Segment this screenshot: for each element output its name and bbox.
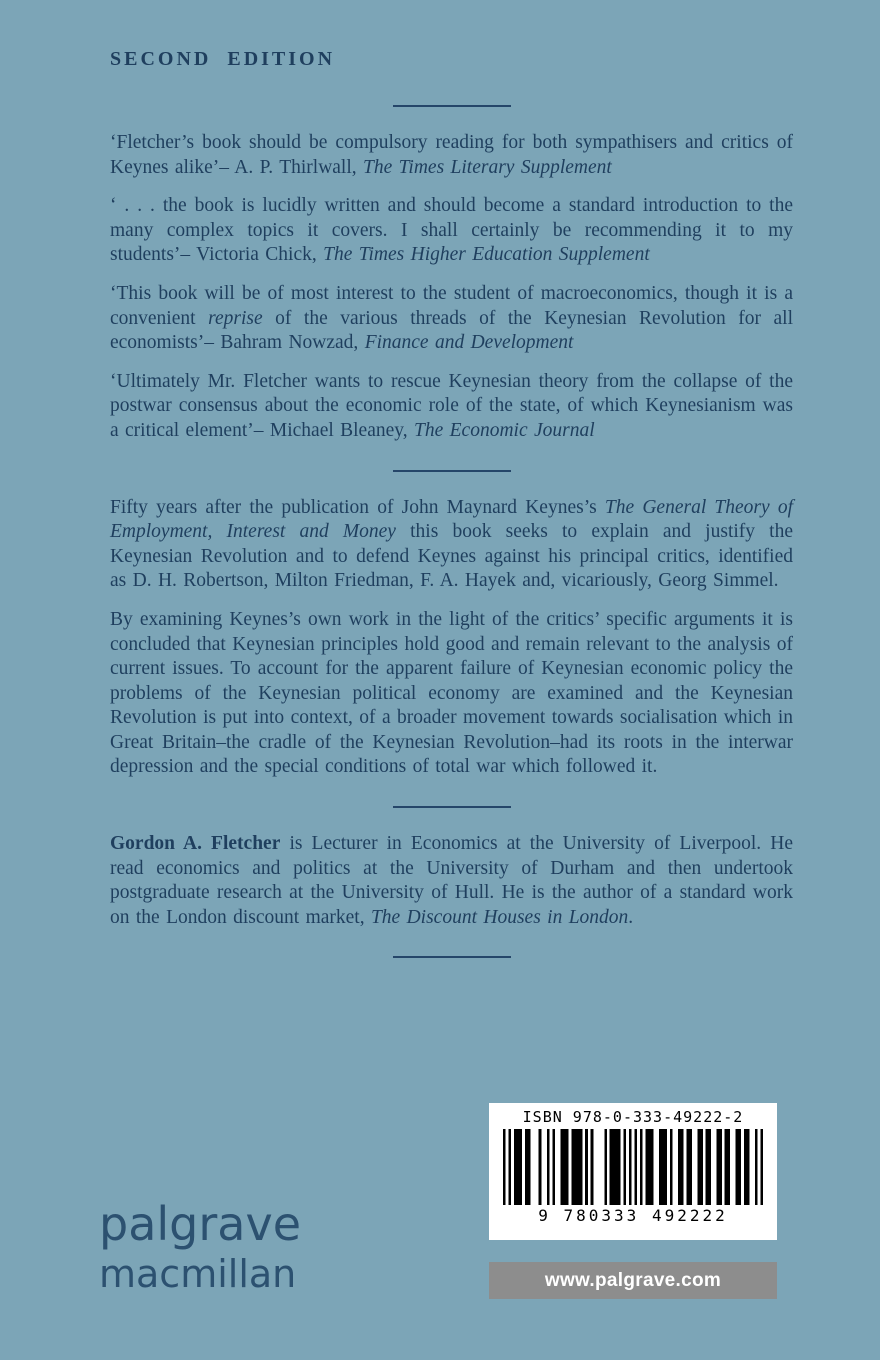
author-bio-text: . xyxy=(628,906,634,928)
barcode-bars xyxy=(503,1129,763,1205)
review-quote-3 xyxy=(110,282,793,356)
quote-text: of the various threads of the Keynesian Revolution for all economists’– Bahram Nowzad, xyxy=(110,307,793,354)
publisher-logo xyxy=(99,1198,301,1297)
description-paragraph-2: By examining Keynes’s own work in the light of the critics’ specific arguments it is concluded that Keynesian principles hold good and remain relevant to the analysis of current issues. To account for the apparent failure of Keynesian economic policy the problems of the Keynesian political economy are examined and the Keynesian Revolution is put into context, of a broader movement towards socialisation which in Great Britain–the cradle of the Keynesian Revolution–had its roots in the interwar depression and the special conditions of total war which followed it. xyxy=(110,608,793,778)
quote-source: The Economic Journal xyxy=(414,419,595,441)
cover-content xyxy=(110,0,793,958)
review-quote-2 xyxy=(110,194,793,268)
divider xyxy=(393,470,511,472)
author-bio-text: is Lecturer in Economics at the University of Liverpool. He read economics and politics at the University of Durham and then undertook postgraduate research at the University of Hull. He is the author of a standard work on the London discount market, xyxy=(110,833,794,928)
logo-macmillan: macmillan xyxy=(99,1252,297,1296)
description-paragraph-1 xyxy=(110,496,793,594)
website-url: www.palgrave.com xyxy=(544,1269,722,1291)
divider xyxy=(393,806,511,808)
logo-palgrave: palgrave xyxy=(99,1197,301,1251)
isbn-barcode-block xyxy=(489,1103,777,1240)
quote-source: The Times Higher Education Supplement xyxy=(323,244,650,266)
quote-emphasis: reprise xyxy=(208,307,263,329)
author-name: Gordon A. Fletcher xyxy=(110,833,281,855)
description-text: this book seeks to explain and justify the Keynesian Revolution and to defend Keynes against his principal critics, identified as D. H. Robertson, Milton Friedman, F. A. Hayek and, vicariously, Georg Simmel. xyxy=(110,521,793,592)
quote-text: ‘Fletcher’s book should be compulsory reading for both sympathisers and critics of Keynes alike’– A. P. Thirlwall, xyxy=(110,132,793,178)
quote-text: ‘This book will be of most interest to the student of macroeconomics, though it is a convenient xyxy=(110,282,793,329)
quote-source: Finance and Development xyxy=(364,332,574,354)
divider xyxy=(393,105,511,107)
book-title: The General Theory of Employment, Interest and Money xyxy=(110,496,793,543)
quote-text: ‘Ultimately Mr. Fletcher wants to rescue Keynesian theory from the collapse of the postwar consensus about the economic role of the state, of which Keynesianism was a critical element’– Michael Bleaney, xyxy=(110,370,793,441)
website-bar xyxy=(489,1262,777,1299)
isbn-label: ISBN 978-0-333-49222-2 xyxy=(522,1108,744,1126)
divider xyxy=(393,956,511,958)
description-text: Fifty years after the publication of John Maynard Keynes’s xyxy=(110,496,605,518)
review-quote-1 xyxy=(110,131,793,180)
book-title: The Discount Houses in London xyxy=(370,906,629,928)
author-bio xyxy=(110,832,793,930)
edition-label: SECOND EDITION xyxy=(110,48,336,70)
review-quote-4 xyxy=(110,370,793,444)
quote-text: ‘ . . . the book is lucidly written and should become a standard introduction to the many complex topics it covers. I shall certainly be recommending it to my students’– Victoria Chick, xyxy=(110,195,793,266)
quote-source: The Times Literary Supplement xyxy=(363,156,612,178)
barcode-digits: 9 780333 492222 xyxy=(538,1206,728,1225)
